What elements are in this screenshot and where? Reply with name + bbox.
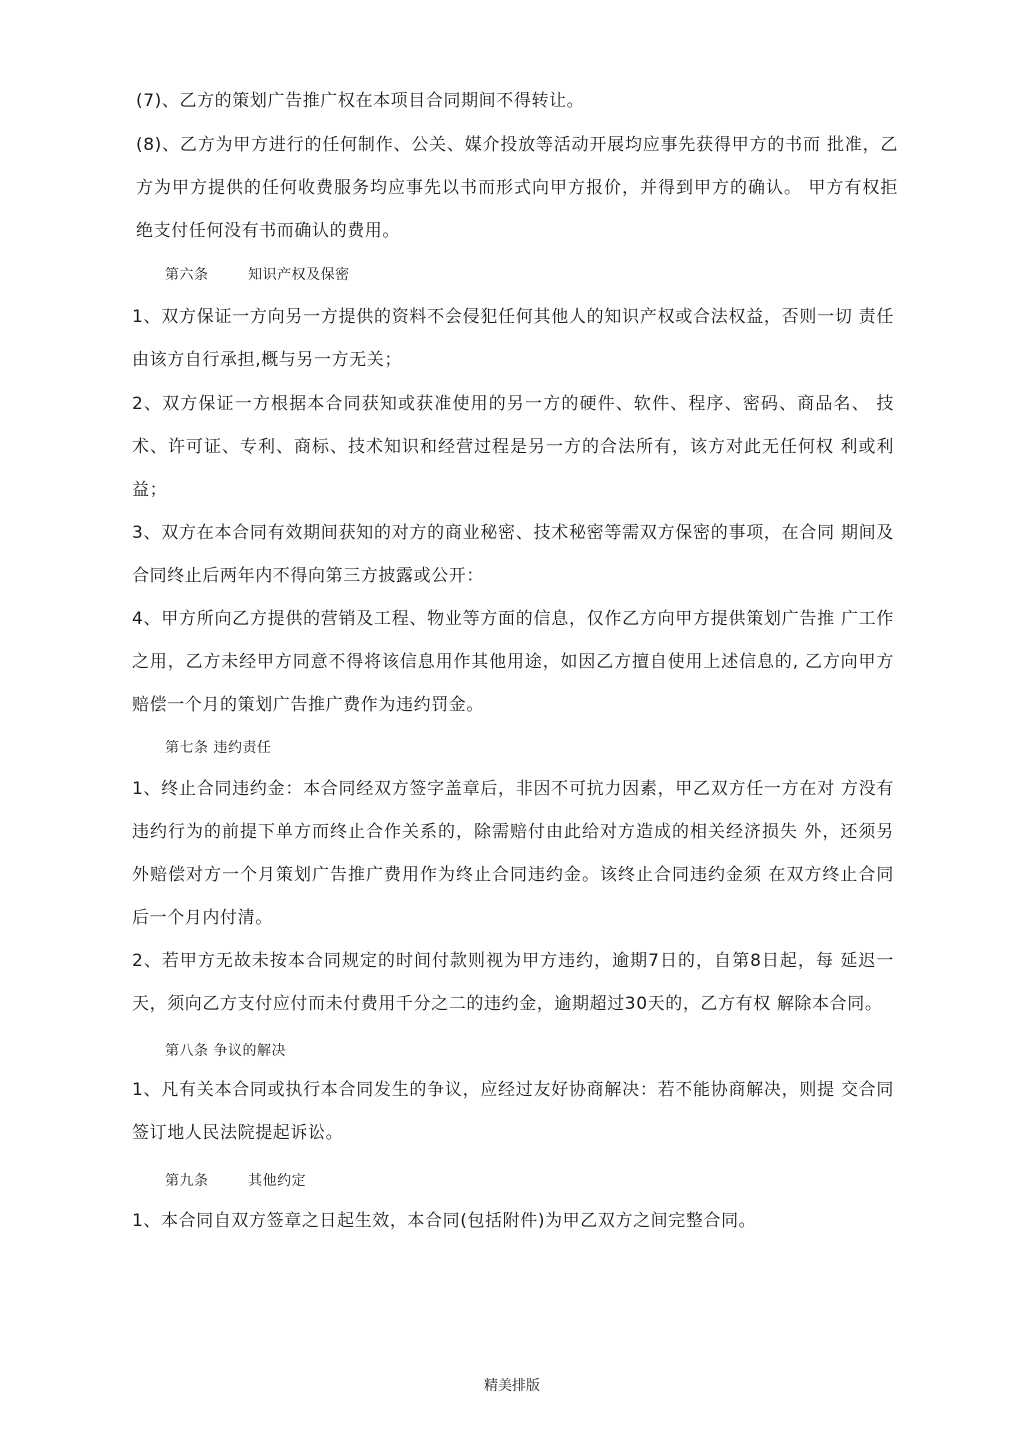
clause-8: (8)、乙方为甲方进行的任何制作、公关、媒介投放等活动开展均应事先获得甲方的书而 批准，乙方为甲方提供的任何收费服务均应事先以书而形式向甲方报价，并得到甲方的确认。 甲方有权拒绝支付任何没有书而确认的费用。 — [136, 135, 898, 241]
article-9-paragraph-1: 1、本合同自双方签章之日起生效，本合同(包括附件)为甲乙双方之间完整合同。 — [132, 1211, 757, 1231]
article-7-heading: 第七条 违约责任 — [165, 740, 272, 756]
article-6-heading: 第六条 知识产权及保密 — [165, 267, 350, 283]
article-8-paragraph-1: 1、凡有关本合同或执行本合同发生的争议，应经过友好协商解决：若不能协商解决，则提 交合同签订地人民法院提起诉讼。 — [132, 1080, 894, 1143]
article-8-heading: 第八条 争议的解决 — [165, 1043, 286, 1059]
page-footer: 精美排版 — [484, 1378, 540, 1394]
article-7-paragraph-2: 2、若甲方无故未按本合同规定的时间付款则视为甲方违约，逾期7日的，自第8日起，每 延迟一天，须向乙方支付应付而未付费用千分之二的违约金，逾期超过30天的，乙方有权 解除本合同。 — [132, 951, 894, 1014]
article-6-paragraph-3: 3、双方在本合同有效期间获知的对方的商业秘密、技术秘密等需双方保密的事项，在合同 期间及合同终止后两年内不得向第三方披露或公开： — [132, 523, 894, 586]
article-6-paragraph-2: 2、双方保证一方根据本合同获知或获准使用的另一方的硬件、软件、程序、密码、商品名、 技术、许可证、专利、商标、技术知识和经营过程是另一方的合法所有，该方对此无任何权 利或利益； — [132, 394, 894, 500]
clause-7: (7)、乙方的策划广告推广权在本项目合同期间不得转让。 — [136, 91, 585, 111]
article-6-paragraph-1: 1、双方保证一方向另一方提供的资料不会侵犯任何其他人的知识产权或合法权益，否则一切 责任由该方自行承担,概与另一方无关； — [132, 307, 894, 370]
article-9-heading: 第九条 其他约定 — [165, 1173, 307, 1189]
article-7-paragraph-1: 1、终止合同违约金：本合同经双方签字盖章后，非因不可抗力因素，甲乙双方任一方在对 方没有违约行为的前提下单方而终止合作关系的，除需赔付由此给对方造成的相关经济损失 外，还须另外赔偿对方一个月策划广告推广费用作为终止合同违约金。该终止合同违约金须 在双方终止合同后一个月内付清。 — [132, 779, 894, 928]
article-6-paragraph-4: 4、甲方所向乙方提供的营销及工程、物业等方面的信息，仅作乙方向甲方提供策划广告推 广工作之用，乙方未经甲方同意不得将该信息用作其他用途，如因乙方擅自使用上述信息的, 乙方向甲方赔偿一个月的策划广告推广费作为违约罚金。 — [132, 609, 894, 715]
